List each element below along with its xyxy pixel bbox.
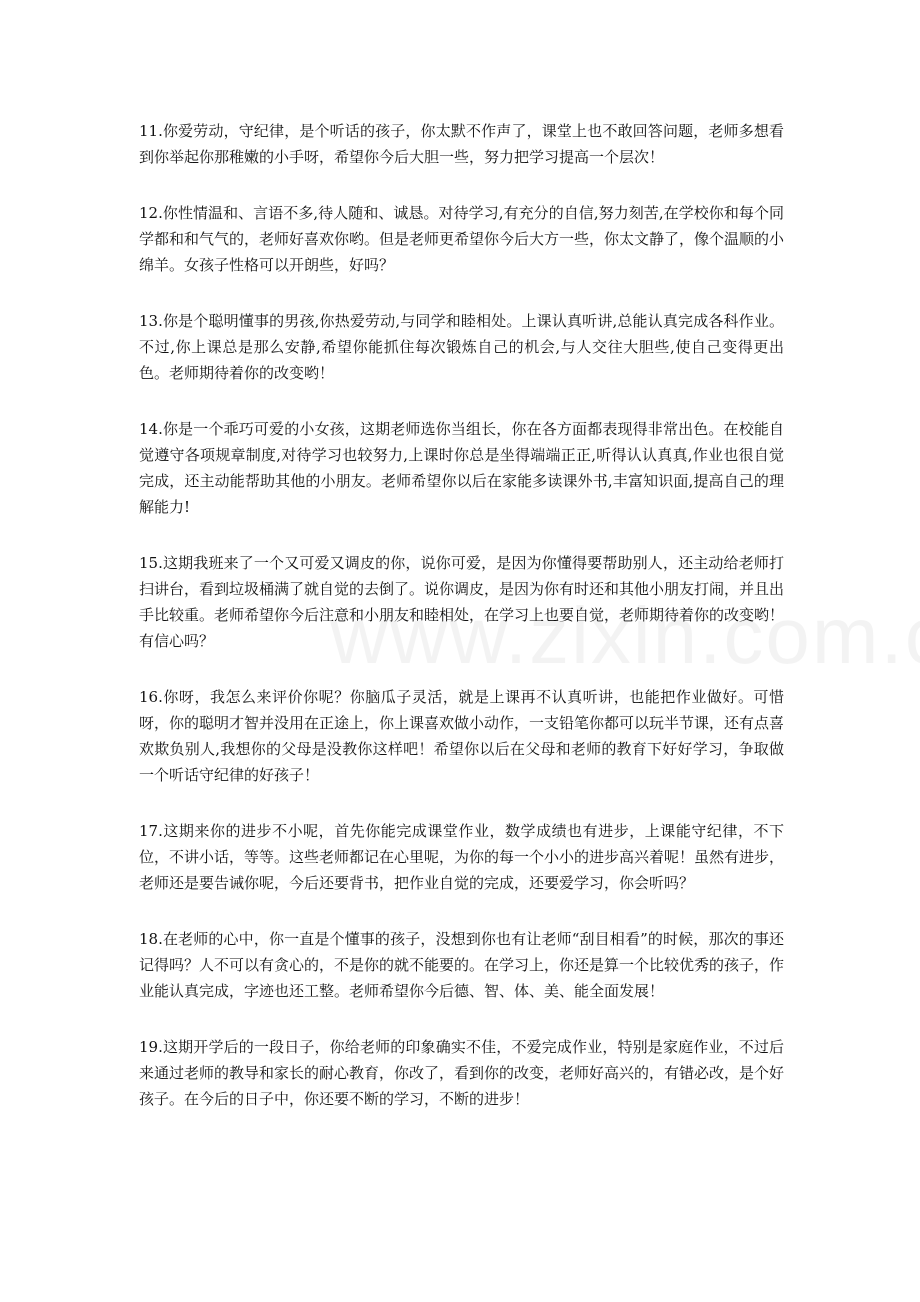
comment-paragraph-15: 15.这期我班来了一个又可爱又调皮的你，说你可爱，是因为你懂得要帮助别人，还主动给老师打扫讲台，看到垃圾桶满了就自觉的去倒了。说你调皮，是因为你有时还和其他小朋友打闹，并且出手比较重。老师希望你今后注意和小朋友和睦相处，在学习上也要自觉，老师期待着你的改变哟！有信心吗？ [139, 554, 785, 650]
comment-paragraph-11: 11.你爱劳动，守纪律，是个听话的孩子，你太默不作声了，课堂上也不敢回答问题，老师多想看到你举起你那稚嫩的小手呀，希望你今后大胆一些，努力把学习提高一个层次！ [139, 122, 784, 166]
comment-paragraph-19: 19.这期开学后的一段日子，你给老师的印象确实不佳，不爱完成作业，特别是家庭作业，不过后来通过老师的教导和家长的耐心教育，你改了，看到你的改变，老师好高兴的，有错必改，是个好孩子。在今后的日子中，你还要不断的学习，不断的进步！ [139, 1038, 785, 1108]
document-body [139, 118, 784, 1142]
comment-paragraph-16: 16.你呀，我怎么来评价你呢？你脑瓜子灵活，就是上课再不认真听讲，也能把作业做好。可惜呀，你的聪明才智并没用在正途上，你上课喜欢做小动作，一支铅笔你都可以玩半节课，还有点喜欢欺负别人,我想你的父母是没教你这样吧！希望你以后在父母和老师的教育下好好学习，争取做一个听话守纪律的好孩子！ [139, 688, 785, 784]
comment-paragraph-17: 17.这期来你的进步不小呢，首先你能完成课堂作业，数学成绩也有进步，上课能守纪律，不下位，不讲小话，等等。这些老师都记在心里呢，为你的每一个小小的进步高兴着呢！虽然有进步，老师还是要告诫你呢，今后还要背书，把作业自觉的完成，还要爱学习，你会听吗？ [139, 822, 785, 892]
comment-paragraph-18: 18.在老师的心中，你一直是个懂事的孩子，没想到你也有让老师“刮目相看”的时候，那次的事还记得吗？人不可以有贪心的，不是你的就不能要的。在学习上，你还是算一个比较优秀的孩子，作业能认真完成，字迹也还工整。老师希望你今后德、智、体、美、能全面发展！ [139, 930, 785, 1000]
comment-paragraph-14: 14.你是一个乖巧可爱的小女孩，这期老师选你当组长，你在各方面都表现得非常出色。在校能自觉遵守各项规章制度,对待学习也较努力,上课时你总是坐得端端正正,听得认认真真,作业也很自觉完成，还主动能帮助其他的小朋友。老师希望你以后在家能多读课外书,丰富知识面,提高自己的理解能力! [139, 420, 784, 516]
comment-paragraph-13: 13.你是个聪明懂事的男孩,你热爱劳动,与同学和睦相处。上课认真听讲,总能认真完成各科作业。不过,你上课总是那么安静,希望你能抓住每次锻炼自己的机会,与人交往大胆些,使自己变得更出色。老师期待着你的改变哟！ [139, 312, 784, 382]
comment-paragraph-12: 12.你性情温和、言语不多,待人随和、诚恳。对待学习,有充分的自信,努力刻苦,在学校你和每个同学都和和气气的，老师好喜欢你哟。但是老师更希望你今后大方一些，你太文静了，像个温顺的小绵羊。女孩子性格可以开朗些，好吗？ [139, 204, 785, 274]
